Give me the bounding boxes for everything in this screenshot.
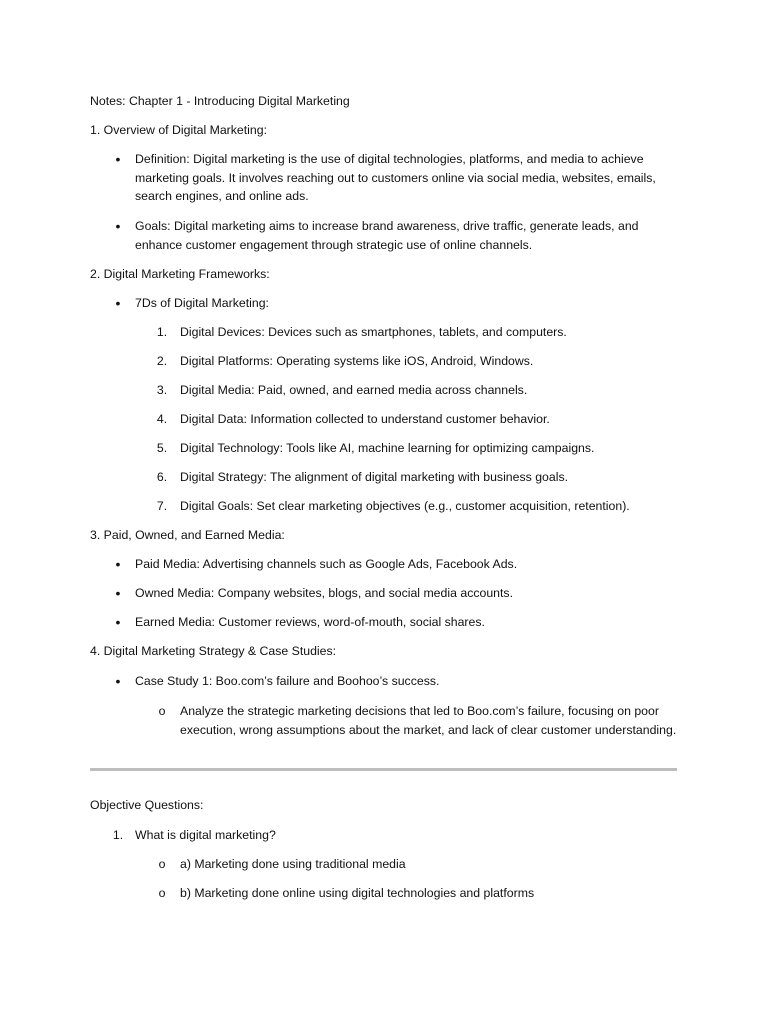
- section-1-heading: 1. Overview of Digital Marketing:: [90, 123, 268, 137]
- definition-text: Definition: Digital marketing is the use of digital technologies, platforms, and media to achieve marketing goals. It involves reaching out to customers online via social media, websites, emails, search engines, and online ads.: [135, 152, 656, 203]
- bullet-marker: •: [115, 585, 121, 601]
- 7ds-title: 7Ds of Digital Marketing:: [135, 296, 269, 310]
- item-text: Paid Media: Advertising channels such as Google Ads, Facebook Ads.: [135, 557, 518, 571]
- numbered-item-2: [157, 352, 677, 371]
- item-text: Digital Media: Paid, owned, and earned media across channels.: [180, 383, 528, 397]
- list-item-earned-media: [113, 613, 673, 632]
- list-item-case-study: [113, 672, 673, 691]
- objective-questions-heading: Objective Questions:: [90, 798, 204, 812]
- bullet-marker: •: [115, 673, 121, 689]
- item-text: Digital Data: Information collected to understand customer behavior.: [180, 412, 550, 426]
- bullet-marker: •: [115, 614, 121, 630]
- numbered-item-1: [157, 323, 677, 342]
- section-4-heading: 4. Digital Marketing Strategy & Case Studies:: [90, 644, 337, 658]
- item-text: Owned Media: Company websites, blogs, and social media accounts.: [135, 586, 513, 600]
- item-text: Digital Devices: Devices such as smartphones, tablets, and computers.: [180, 325, 567, 339]
- analysis-text: Analyze the strategic marketing decisions that led to Boo.com’s failure, focusing on poor execution, wrong assumptions about the market, and lack of clear customer understanding.: [180, 704, 677, 737]
- horizontal-rule: [90, 768, 677, 771]
- section-3-heading: 3. Paid, Owned, and Earned Media:: [90, 528, 285, 542]
- item-number: 5.: [156, 441, 168, 455]
- sub-item-analysis: [157, 702, 677, 739]
- list-item-paid-media: [113, 555, 673, 574]
- item-number: 2.: [156, 354, 168, 368]
- item-text: Digital Platforms: Operating systems like iOS, Android, Windows.: [180, 354, 534, 368]
- bullet-marker: •: [115, 218, 121, 234]
- item-text: Digital Goals: Set clear marketing objectives (e.g., customer acquisition, retention).: [180, 499, 630, 513]
- item-number: 7.: [156, 499, 168, 513]
- option-text: a) Marketing done using traditional media: [180, 857, 406, 871]
- bullet-marker: •: [115, 556, 121, 572]
- list-item-goals: [113, 217, 673, 254]
- list-item-definition: [113, 150, 673, 206]
- answer-option-b: [157, 884, 677, 903]
- item-number: 3.: [156, 383, 168, 397]
- goals-text: Goals: Digital marketing aims to increase brand awareness, drive traffic, generate leads, and enhance customer engagement through strategic use of online channels.: [135, 219, 639, 252]
- question-text: What is digital marketing?: [135, 828, 276, 842]
- answer-option-a: [157, 855, 677, 874]
- item-text: Earned Media: Customer reviews, word-of-mouth, social shares.: [135, 615, 485, 629]
- option-text: b) Marketing done online using digital technologies and platforms: [180, 886, 535, 900]
- section-2-heading: 2. Digital Marketing Frameworks:: [90, 267, 270, 281]
- item-number: 4.: [156, 412, 168, 426]
- numbered-item-4: [157, 410, 677, 429]
- sub-bullet-marker: o: [158, 857, 166, 871]
- numbered-item-5: [157, 439, 677, 458]
- case-study-text: Case Study 1: Boo.com’s failure and Boohoo’s success.: [135, 674, 440, 688]
- sub-bullet-marker: o: [158, 886, 166, 900]
- bullet-marker: •: [115, 295, 121, 311]
- document-title: Notes: Chapter 1 - Introducing Digital Marketing: [90, 94, 350, 108]
- item-text: Digital Technology: Tools like AI, machine learning for optimizing campaigns.: [180, 441, 595, 455]
- numbered-item-3: [157, 381, 677, 400]
- bullet-marker: •: [115, 151, 121, 167]
- sub-bullet-marker: o: [158, 704, 166, 718]
- question-1: [113, 826, 673, 845]
- item-number: 1.: [156, 325, 168, 339]
- item-text: Digital Strategy: The alignment of digital marketing with business goals.: [180, 470, 569, 484]
- list-item-owned-media: [113, 584, 673, 603]
- question-number: 1.: [112, 828, 124, 842]
- numbered-item-7: [157, 497, 677, 516]
- item-number: 6.: [156, 470, 168, 484]
- numbered-item-6: [157, 468, 677, 487]
- list-item-7ds: [113, 294, 673, 313]
